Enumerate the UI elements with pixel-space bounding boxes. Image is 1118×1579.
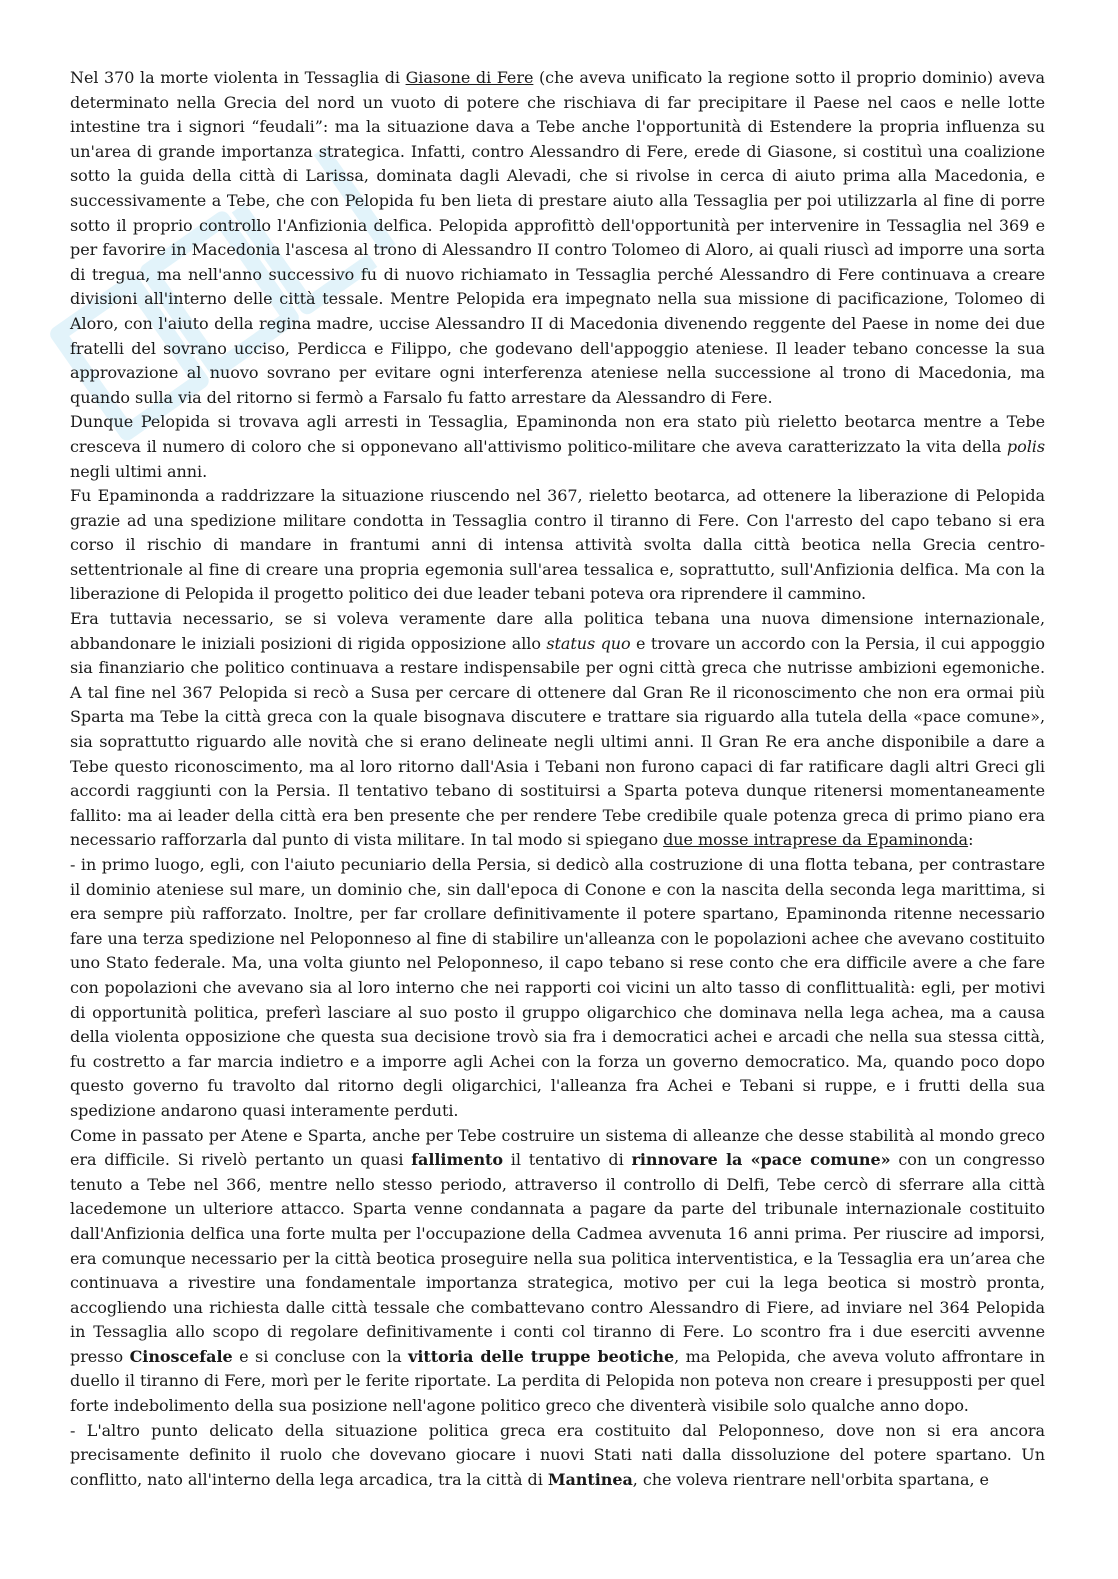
document-body [70,66,1045,1492]
paragraph-2: Dunque Pelopida si trovava agli arresti in Tessaglia, Epaminonda non era stato più rieletto beotarca mentre a Tebe cresceva il numero di coloro che si opponevano all'attivismo politico-militare che aveva caratterizzato la vita della polis negli ultimi anni. [70,412,1045,481]
paragraph-4: Era tuttavia necessario, se si voleva veramente dare alla politica tebana una nuova dimensione internazionale, abbandonare le iniziali posizioni di rigida opposizione allo status quo e trovare un accordo con la Persia, il cui appoggio sia finanziario che politico continuava a restare indispensabile per ogni città greca che nutrisse ambizioni egemoniche. A tal fine nel 367 Pelopida si recò a Susa per cercare di ottenere dal Gran Re il riconoscimento che non era ormai più Sparta ma Tebe la città greca con la quale bisognava discutere e trattare sia riguardo alla tutela della «pace comune», sia soprattutto riguardo alle novità che si erano delineate negli ultimi anni. Il Gran Re era anche disponibile a dare a Tebe questo riconoscimento, ma al loro ritorno dall'Asia i Tebani non furono capaci di far ratificare dagli altri Greci gli accordi raggiunti con la Persia. Il tentativo tebano di sostituirsi a Sparta poteva dunque ritenersi momentaneamente fallito: ma ai leader della città era ben presente che per rendere Tebe credibile quale potenza greca di primo piano era necessario rafforzarla dal punto di vista militare. In tal modo si spiegano due mosse intraprese da Epaminonda: [70,609,1045,850]
bold-rinnovare-pace: rinnovare la «pace comune» [631,1150,891,1170]
paragraph-7: - L'altro punto delicato della situazione politica greca era costituito dal Peloponneso, dove non si era ancora precisamente definito il ruolo che dovevano giocare i nuovi Stati nati dalla dissoluzione del potere spartano. Un conflitto, nato all'interno della lega arcadica, tra la città di Mantinea, che voleva rientrare nell'orbita spartana, e [70,1420,1045,1489]
paragraph-5: - in primo luogo, egli, con l'aiuto pecuniario della Persia, si dedicò alla costruzione di una flotta tebana, per contrastare il dominio ateniese sul mare, un dominio che, sin dall'epoca di Conone e con la nascita della seconda lega marittima, si era sempre più rafforzato. Inoltre, per far crollare definitivamente il potere spartano, Epaminonda ritenne necessario fare una terza spedizione nel Peloponneso al fine di stabilire un'alleanza con le popolazioni achee che avevano costituito uno Stato federale. Ma, una volta giunto nel Peloponneso, il capo tebano si rese conto che era difficile avere a che fare con popolazioni che avevano sia al loro interno che nei rapporti coi vicini un alto tasso di conflittualità: egli, per motivi di opportunità politica, preferì lasciare al suo posto il gruppo oligarchico che dominava nella lega achea, ma a causa della violenta opposizione che questa sua decisione trovò sia fra i democratici achei e arcadi che nella sua stessa città, fu costretto a far marcia indietro e a imporre agli Achei con la forza un governo democratico. Ma, quando poco dopo questo governo fu travolto dal ritorno degli oligarchici, l'alleanza fra Achei e Tebani si ruppe, e i frutti della sua spedizione andarono quasi interamente perduti. [70,855,1045,1120]
bold-fallimento: fallimento [411,1150,504,1170]
underlined-due-mosse: due mosse intraprese da Epaminonda [663,830,969,850]
link-giasone-di-fere: Giasone di Fere [405,68,534,87]
bold-mantinea: Mantinea [547,1469,633,1489]
bold-vittoria: vittoria delle truppe beotiche [408,1346,675,1366]
italic-status-quo: status quo [546,633,631,653]
paragraph-6: Come in passato per Atene e Sparta, anche per Tebe costruire un sistema di alleanze che desse stabilità al mondo greco era difficile. Si rivelò pertanto un quasi fallimento il tentativo di rinnovare la «pace comune» con un congresso tenuto a Tebe nel 366, mentre nello stesso periodo, attraverso il controllo di Delfi, Tebe cercò di sferrare alla città lacedemone un ulteriore attacco. Sparta venne condannata a pagare da parte del tribunale internazionale costituito dall'Anfizionia delfica una forte multa per l'occupazione della Cadmea avvenuta 16 anni prima. Per riuscire ad imporsi, era comunque necessario per la città beotica proseguire nella sua politica interventistica, e la Tessaglia era un’area che continuava a rivestire una fondamentale importanza strategica, motivo per cui la lega beotica si mostrò pronta, accogliendo una richiesta dalle città tessale che combattevano contro Alessandro di Fiere, ad inviare nel 364 Pelopida in Tessaglia allo scopo di regolare definitivamente i conti col tiranno di Fere. Lo scontro fra i due eserciti avvenne presso Cinoscefale e si concluse con la vittoria delle truppe beotiche, ma Pelopida, che aveva voluto affrontare in duello il tiranno di Fere, morì per le ferite riportate. La perdita di Pelopida non poteva non creare i presupposti per quel forte indebolimento della sua posizione nell'agone politico greco che diventerà visibile solo qualche anno dopo. [70,1125,1046,1416]
italic-polis: polis [1006,436,1045,456]
paragraph-1: Nel 370 la morte violenta in Tessaglia di Giasone di Fere (che aveva unificato la regione sotto il proprio dominio) aveva determinato nella Grecia del nord un vuoto di potere che rischiava di far precipitare il Paese nel caos e nelle lotte intestine tra i signori “feudali”: ma la situazione dava a Tebe anche l'opportunità di Estendere la propria influenza su un'area di grande importanza strategica. Infatti, contro Alessandro di Fere, erede di Giasone, si costituì una coalizione sotto la guida della città di Larissa, dominata dagli Alevadi, che si rivolse in cerca di aiuto prima alla Macedonia, e successivamente a Tebe, che con Pelopida fu ben lieta di prestare aiuto alla Tessaglia per poi utilizzarla al fine di porre sotto il proprio controllo l'Anfizionia delfica. Pelopida approfittò dell'opportunità per intervenire in Tessaglia nel 369 e per favorire in Macedonia l'ascesa al trono di Alessandro II contro Tolomeo di Aloro, ai quali riuscì ad imporre una sorta di tregua, ma nell'anno successivo fu di nuovo richiamato in Tessaglia perché Alessandro di Fere continuava a creare divisioni all'interno delle città tessale. Mentre Pelopida era impegnato nella sua missione di pacificazione, Tolomeo di Aloro, con l'aiuto della regina madre, uccise Alessandro II di Macedonia divenendo reggente del Paese in nome dei due fratelli del sovrano ucciso, Perdicca e Filippo, che godevano dell'appoggio ateniese. Il leader tebano concesse la sua approvazione al nuovo sovrano per evitare ogni interferenza ateniese nella successione al trono di Macedonia, ma quando sulla via del ritorno si fermò a Farsalo fu fatto arrestare da Alessandro di Fere. [70,68,1046,407]
paragraph-3: Fu Epaminonda a raddrizzare la situazione riuscendo nel 367, rieletto beotarca, ad ottenere la liberazione di Pelopida grazie ad una spedizione militare condotta in Tessaglia contro il tiranno di Fere. Con l'arresto del capo tebano si era corso il rischio di mandare in frantumi anni di intensa attività svolta dalla città beotica nella Grecia centro-settentrionale al fine di creare una propria egemonia sull'area tessalica e, soprattutto, sull'Anfizionia delfica. Ma con la liberazione di Pelopida il progetto politico dei due leader tebani poteva ora riprendere il cammino. [70,486,1045,604]
bold-cinoscefale: Cinoscefale [129,1346,233,1366]
